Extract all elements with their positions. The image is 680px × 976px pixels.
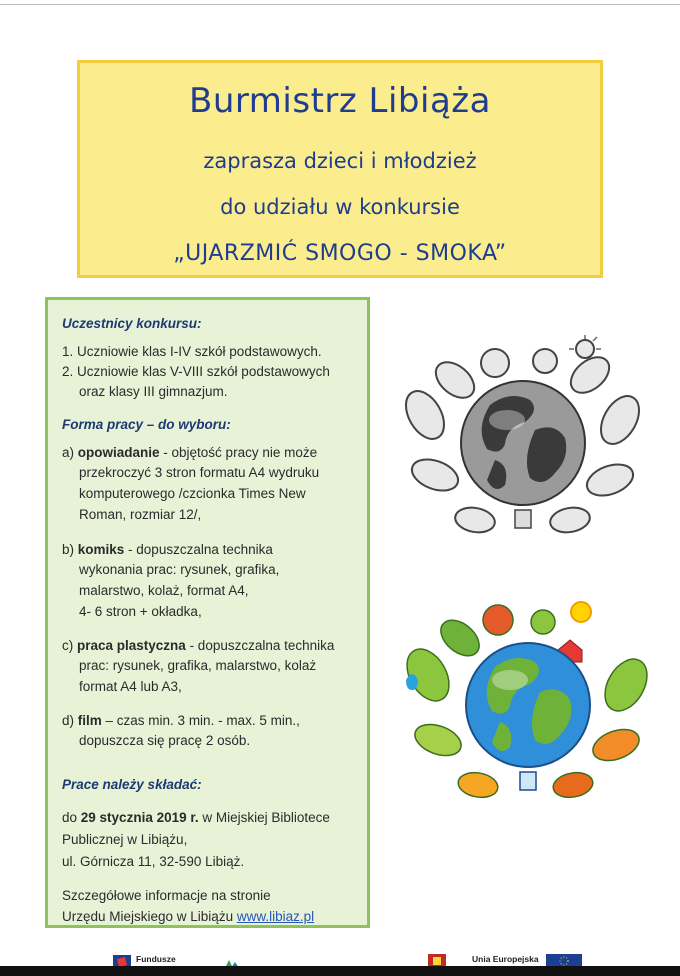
- subtitle-line-2: do udziału w konkursie: [220, 195, 460, 219]
- participant-item-1: 1. Uczniowie klas I-IV szkół podstawowych.: [62, 344, 322, 359]
- earth-color-illustration: [398, 590, 660, 810]
- submit-heading: Prace należy składać:: [62, 777, 202, 792]
- subtitle-line-1: zaprasza dzieci i młodzież: [203, 149, 477, 173]
- bottom-bar: [0, 966, 680, 976]
- form-item-c: c) praca plastyczna - dopuszczalna technika: [62, 638, 335, 653]
- participant-item-2-cont: oraz klasy III gimnazjum.: [79, 384, 228, 399]
- info-line-1: Szczegółowe informacje na stronie: [62, 888, 271, 903]
- footer-eu-text: Unia Europejska: [472, 954, 539, 964]
- top-divider: [0, 4, 680, 5]
- title-banner: [77, 60, 603, 278]
- submit-line-2: Publicznej w Libiążu,: [62, 832, 188, 847]
- form-item-b-line2: wykonania prac: rysunek, grafika,: [79, 562, 280, 577]
- participants-heading: Uczestnicy konkursu:: [62, 316, 202, 331]
- contest-details-box: [45, 297, 370, 928]
- earth-grayscale-illustration: [395, 335, 655, 545]
- form-heading: Forma pracy – do wyboru:: [62, 417, 231, 432]
- form-item-a-line3: komputerowego /czcionka Times New: [79, 486, 306, 501]
- participant-item-2: 2. Uczniowie klas V-VIII szkół podstawowych: [62, 364, 330, 379]
- page-title: Burmistrz Libiąża: [189, 81, 491, 121]
- website-link[interactable]: www.libiaz.pl: [236, 909, 315, 924]
- form-item-b-line4: 4- 6 stron + okładka,: [79, 604, 202, 619]
- form-item-b: b) komiks - dopuszczalna technika: [62, 542, 273, 557]
- form-item-c-line2: prac: rysunek, grafika, malarstwo, kolaż: [79, 658, 317, 673]
- form-item-a: a) opowiadanie - objętość pracy nie może: [62, 445, 318, 460]
- form-item-c-line3: format A4 lub A3,: [79, 679, 182, 694]
- contest-name: „UJARZMIĆ SMOGO - SMOKA”: [173, 241, 507, 266]
- form-item-a-line4: Roman, rozmiar 12/,: [79, 507, 202, 522]
- submit-line-1: do 29 stycznia 2019 r. w Miejskiej Bibliotece: [62, 810, 330, 825]
- form-item-d-line2: dopuszcza się pracę 2 osób.: [79, 733, 251, 748]
- submit-line-3: ul. Górnicza 11, 32-590 Libiąż.: [62, 854, 245, 869]
- form-item-d: d) film – czas min. 3 min. - max. 5 min.,: [62, 713, 300, 728]
- form-item-b-line3: malarstwo, kolaż, format A4,: [79, 583, 249, 598]
- info-line-2: Urzędu Miejskiego w Libiążu www.libiaz.pl: [62, 909, 315, 924]
- footer-fund-text: Fundusze: [136, 954, 176, 964]
- form-item-a-line2: przekroczyć 3 stron formatu A4 wydruku: [79, 465, 320, 480]
